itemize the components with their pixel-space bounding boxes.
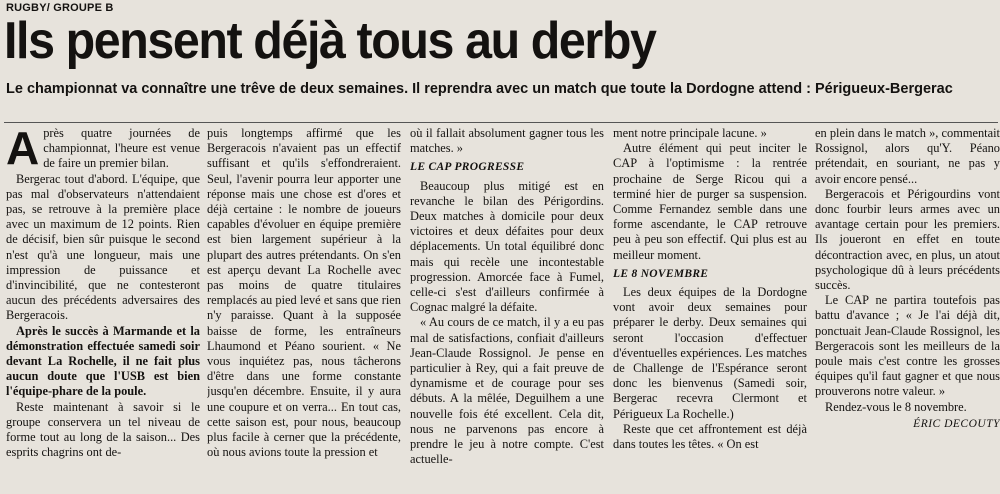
column-2 xyxy=(207,126,401,492)
paragraph: Bergeracois et Périgourdins vont donc fourbir leurs armes avec un avantage certain pour les premiers. Ils joueront en effet en toute décontraction avec, en plus, un atout psychologique dû à leurs précédents succès. xyxy=(815,186,1000,293)
divider xyxy=(4,122,998,123)
paragraph: Reste maintenant à savoir si le groupe conservera un tel niveau de forme tout au long de la saison... Des esprits chagrins ont de- xyxy=(6,399,200,460)
paragraph: « Au cours de ce match, il y a eu pas mal de satisfactions, confiait d'ailleurs Jean-Claude Rossignol. Je pense en particulier à Rey, qui a fait preuve de dynamisme et de courage pour ses débuts. A la mêlée, Deguilhem a une nouvelle fois été excellent. Cela dit, nous ne parvenons pas encore à prendre le jeu à notre compte. C'est actuelle- xyxy=(410,315,604,467)
paragraph: Le CAP ne partira toutefois pas battu d'avance ; « Je l'ai déjà dit, ponctuait Jean-Claude Rossignol, les Bergeracois sont les meilleurs de la poule mais c'est contre les grosses équipes qu'il faut gagner et que nous prouverons notre valeur. » xyxy=(815,293,1000,399)
deck: Le championnat va connaître une trêve de deux semaines. Il reprendra avec un match que toute la Dordogne attend : Périgueux-Bergerac xyxy=(6,81,953,97)
paragraph: Après le succès à Marmande et la démonstration effectuée samedi soir devant La Rochelle, il ne fait plus aucun doute que l'USB est bien l'équipe-phare de la poule. xyxy=(6,323,200,399)
paragraph: ment notre principale lacune. » xyxy=(613,126,767,140)
column-5 xyxy=(815,126,1000,492)
subhead: LE 8 NOVEMBRE xyxy=(613,267,709,280)
paragraph: puis longtemps affirmé que les Bergeracois n'avaient pas un effectif suffisant et qu'ils s'effondreraient. Seul, l'avenir pourra leur apporter une réponse mais une chose est d'ores et déjà certaine : le nombre de joueurs capables d'évoluer en équipe première est bien largement supérieur à la plupart des autres prétendants. On s'en est aperçu devant La Rochelle avec pas moins de quatre titulaires remplacés au pied levé et sans que rien n'y paraisse. Quant à la supposée baisse de forme, les entraîneurs Lhaumond et Péano sourient. « Ne vous inquiétez pas, nous tâcherons d'être dans une forme constante jusqu'en décembre. Ensuite, il y aura une coupure et on verra... En tout cas, cette saison est, pour nous, beaucoup plus facile à cerner que la précédente, où nous avions toute la pression et xyxy=(207,126,401,460)
paragraph: Autre élément qui peut inciter le CAP à l'optimisme : la rentrée prochaine de Serge Ricou qui a terminé hier de purger sa suspension. Comme Fernandez semble dans une forme ascendante, le CAP retrouve peu à peu son effectif. Qui plus est au meilleur moment. xyxy=(613,141,807,262)
byline: ÉRIC DECOUTY xyxy=(913,417,1000,430)
headline: Ils pensent déjà tous au derby xyxy=(4,12,656,70)
paragraph: Bergerac tout d'abord. L'équipe, que pas mal d'observateurs n'attendaient pas, se retrouve à la première place avec un maximum de 12 points. Rien de décisif, bien sûr puisque le second n'est qu'à une longueur, mais une impression de puissance et d'invincibilité, que ne contesteront aucun des précédents adversaires des Bergeracois. xyxy=(6,171,200,323)
paragraph: en plein dans le match », commentait Rossignol, alors qu'Y. Péano prétendait, en souriant, ne pas y avoir encore pensé... xyxy=(815,126,1000,186)
paragraph: où il fallait absolument gagner tous les matches. » xyxy=(410,126,604,156)
drop-cap: A xyxy=(6,126,40,174)
section-kicker: RUGBY/ GROUPE B xyxy=(6,2,114,14)
column-4 xyxy=(613,126,807,492)
column-1 xyxy=(6,126,200,492)
paragraph: Beaucoup plus mitigé est en revanche le bilan des Périgordins. Deux matches à domicile pour deux victoires et deux défaites pour deux déplacements. Un total équilibré donc mais qui recèle une incontestable progression. Amorcée face à Fumel, celle-ci s'est d'ailleurs confirmée à Cognac malgré la défaite. xyxy=(410,178,604,315)
paragraph: Rendez-vous le 8 novembre. xyxy=(825,399,967,414)
paragraph-text: près quatre journées de championnat, l'heure est venue de faire un premier bilan. xyxy=(43,126,200,171)
subhead: LE CAP PROGRESSE xyxy=(410,161,525,174)
paragraph: Les deux équipes de la Dordogne vont avoir deux semaines pour préparer le derby. Deux semaines qui seront l'occasion d'effectuer d'éventuelles expériences. Les matches de Challenge de l'Espérance seront donc les bienvenus (Samedi soir, Bergerac recevra Clermont et Périgueux La Rochelle.) xyxy=(613,285,807,421)
paragraph xyxy=(6,126,200,172)
column-3 xyxy=(410,126,604,492)
paragraph: Reste que cet affrontement est déjà dans toutes les têtes. « On est xyxy=(613,421,807,452)
